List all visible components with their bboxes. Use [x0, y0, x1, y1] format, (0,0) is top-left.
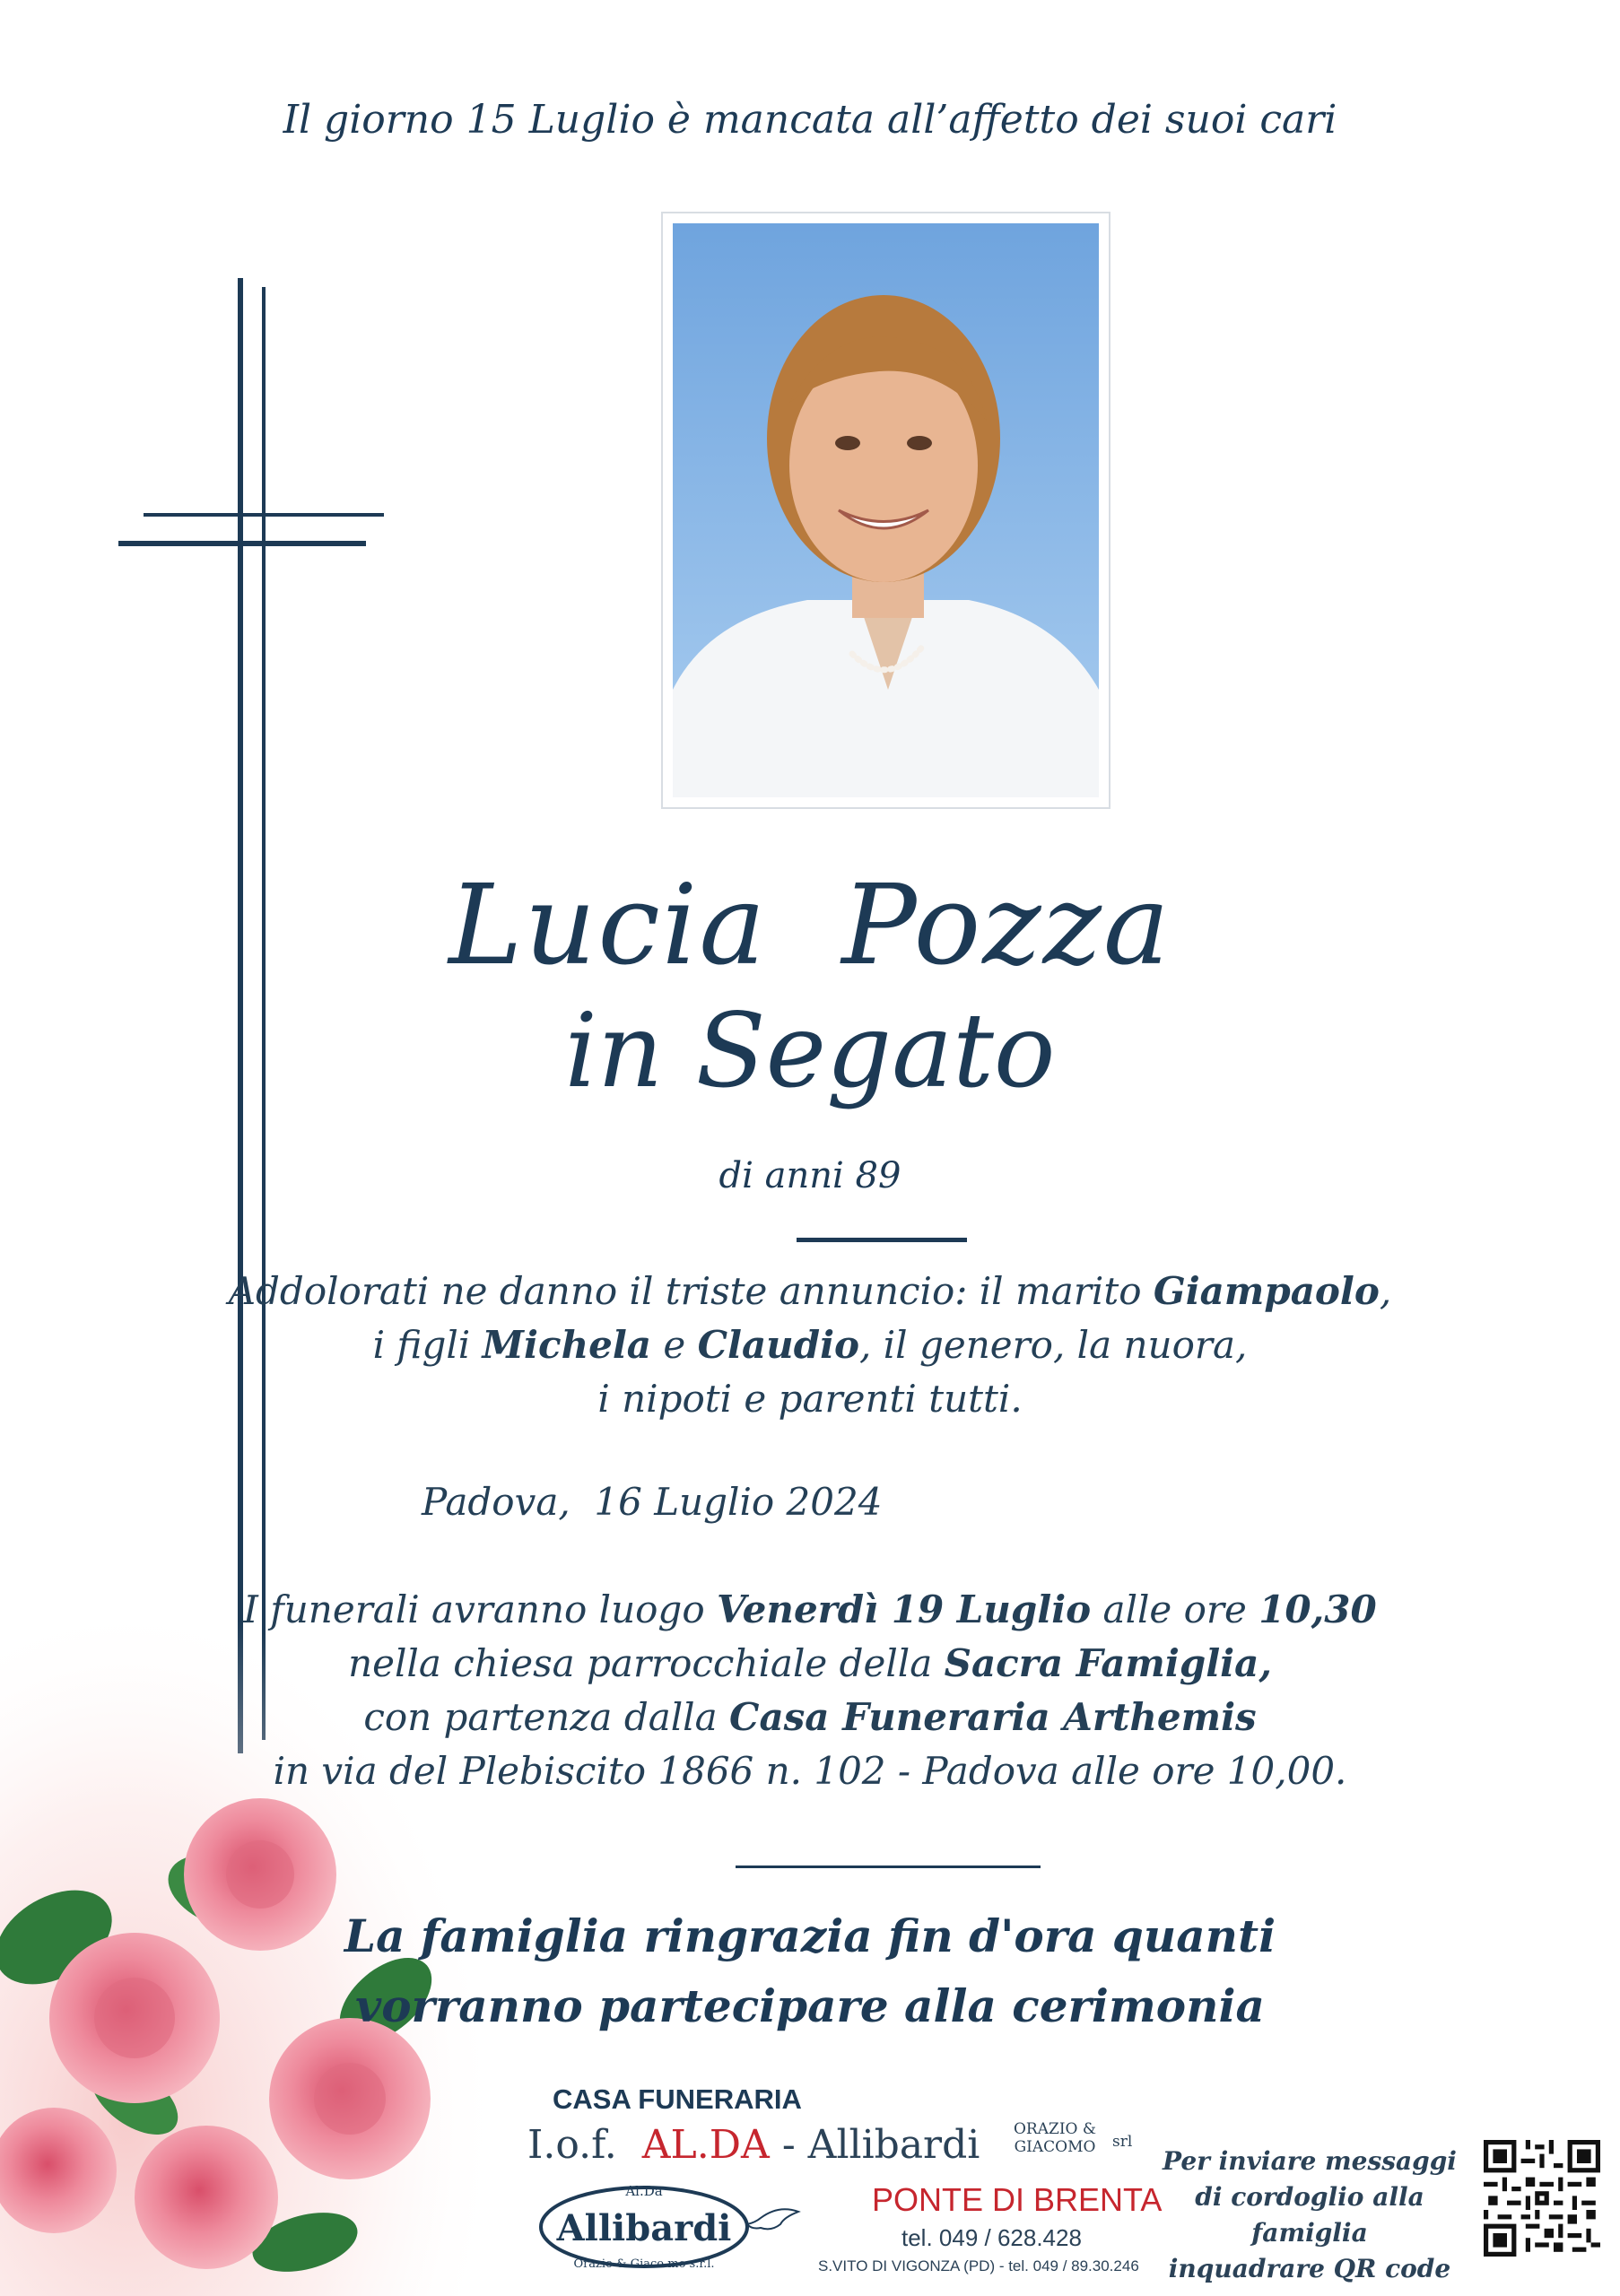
logo-sub-text: Orazio & Giaco mo s.r.l.: [573, 2257, 715, 2271]
qr-code-icon[interactable]: [1484, 2140, 1600, 2257]
divider: [736, 1866, 1041, 1868]
place-date: Padova, 16 Luglio 2024: [422, 1480, 883, 1524]
phone-number: tel. 049 / 628.428: [901, 2224, 1082, 2251]
thanks-line2: vorranno partecipare alla cerimonia: [355, 1979, 1265, 2032]
iof-text: I.o.f.: [527, 2122, 617, 2168]
alda-text: AL.DA: [641, 2122, 770, 2168]
announcement-conj: e: [651, 1323, 698, 1367]
ponte-di-brenta-text: PONTE DI BRENTA: [872, 2181, 1163, 2218]
funeral-line1: I funerali avranno luogo: [243, 1587, 717, 1631]
funeral-line4: in via del Plebiscito 1866 n. 102 - Padova alle ore 10,00.: [273, 1749, 1347, 1793]
funeral-line2: nella chiesa parrocchiale della: [348, 1641, 945, 1685]
announcement-line2-end: , il genero, la nuora,: [859, 1323, 1248, 1367]
svito-address: S.VITO DI VIGONZA (PD) - tel. 049 / 89.30.246: [818, 2257, 1139, 2274]
orazio-line2: GIACOMO: [1014, 2138, 1096, 2156]
divider: [797, 1238, 967, 1242]
orazio-line1: ORAZIO &: [1014, 2120, 1097, 2138]
announcement-text: [0, 1265, 1620, 1426]
logo-alda-text: Al.Da: [625, 2183, 663, 2199]
church-name: Sacra Famiglia,: [944, 1641, 1272, 1685]
husband-name: Giampaolo: [1153, 1269, 1380, 1313]
allibardi-logo: [536, 2178, 806, 2276]
funeral-date: Venerdì 19 Luglio: [716, 1587, 1092, 1631]
funeral-home-name: Casa Funeraria Arthemis: [729, 1695, 1257, 1739]
qr-line1: Per inviare messaggi: [1163, 2146, 1457, 2176]
funeral-home-title: [527, 2122, 980, 2168]
dove-icon: [747, 2209, 798, 2229]
announcement-line3: i nipoti e parenti tutti.: [597, 1377, 1023, 1421]
deceased-married-name: in Segato: [564, 991, 1056, 1110]
funeral-line1-mid: alle ore: [1091, 1587, 1259, 1631]
funeral-info: [0, 1583, 1620, 1798]
logo-name-text: Allibardi: [556, 2207, 732, 2249]
age-text: di anni 89: [719, 1155, 901, 1196]
qr-line2: di cordoglio alla famiglia: [1195, 2182, 1424, 2248]
intro-text: Il giorno 15 Luglio è mancata all’affetto dei suoi cari: [283, 97, 1337, 143]
portrait-photo: [661, 212, 1110, 809]
allibardi-text: - Allibardi: [781, 2122, 980, 2168]
qr-instructions: [1144, 2144, 1476, 2287]
announcement-line1: Addolorati ne danno il triste annuncio: il marito: [228, 1269, 1154, 1313]
child-name: Michela: [482, 1323, 651, 1367]
funeral-time: 10,30: [1259, 1587, 1377, 1631]
orazio-giacomo: [1014, 2120, 1096, 2156]
srl-text: srl: [1112, 2133, 1133, 2151]
qr-line3: inquadrare QR code: [1168, 2254, 1451, 2283]
announcement-punct: ,: [1379, 1269, 1392, 1313]
child-name: Claudio: [697, 1323, 860, 1367]
announcement-line2: i figli: [372, 1323, 483, 1367]
thanks-text: [0, 1901, 1620, 2041]
casa-funeraria-label: CASA FUNERARIA: [553, 2083, 802, 2115]
thanks-line1: La famiglia ringrazia fin d'ora quanti: [344, 1909, 1276, 1962]
funeral-line3: con partenza dalla: [363, 1695, 730, 1739]
deceased-name: Lucia Pozza: [449, 861, 1171, 990]
